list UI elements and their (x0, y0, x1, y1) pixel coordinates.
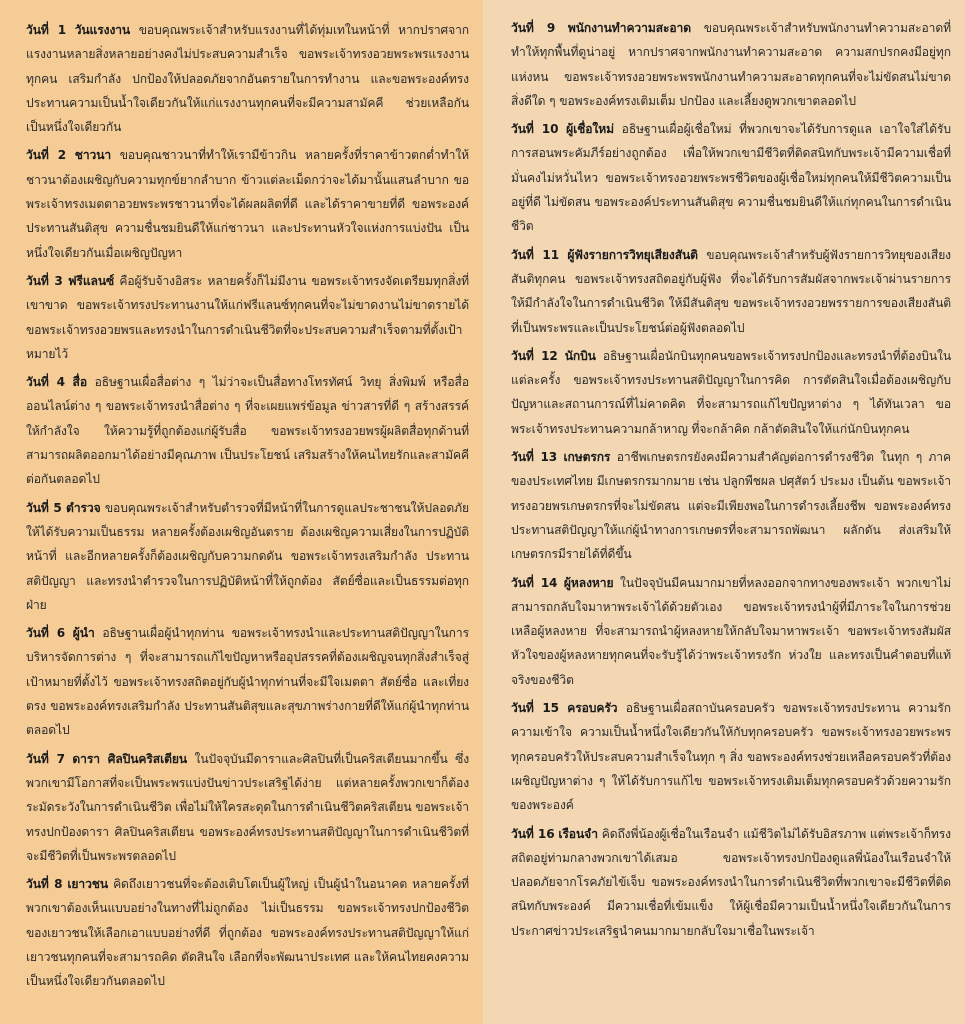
prayer-entry (26, 872, 469, 993)
prayer-entry (26, 143, 469, 264)
entry-text: ขอบคุณพระเจ้าสำหรับตำรวจที่มีหน้าที่ในการดูแลประชาชนให้ปลอดภัย ให้ได้รับความเป็นธรรม หลายครั้งต้องเผชิญอันตราย ต้องเผชิญความเสี่ยงในการปฏิบัติหน้าที่ และอีกหลายครั้งก็ต้องเผชิญกับความกดดัน ขอพระเจ้าทรงเสริมกำลัง ประทานสติปัญญา และทรงนำตำรวจในการปฏิบัติหน้าที่ให้ถูกต้อง สัตย์ซื่อและเป็นธรรมต่อทุกฝ่าย (26, 500, 469, 612)
right-column (483, 0, 965, 1024)
entry-day: วันที่ 5 (26, 500, 62, 515)
entry-day: วันที่ 10 (511, 122, 559, 137)
entry-title: ฟรีแลนซ์ (67, 273, 115, 288)
entry-text: ขอบคุณพระเจ้าสำหรับผู้ฟังรายการวิทยุของเสียงสันติทุกคน ขอพระเจ้าทรงสถิตอยู่กับผู้ฟัง ที่จะได้รับการสัมผัสจากพระเจ้าผ่านรายการ ให้มีกำลังใจในการดำเนินชีวิต ให้มีสันติสุข ขอพระเจ้าทรงอวยพรรายการของเสียงสันติที่เป็นพระพรและเป็นประโยชน์ต่อผู้ฟังตลอดไป (511, 247, 951, 335)
entry-title: ชาวนา (74, 148, 112, 163)
prayer-entry (511, 117, 951, 238)
entry-text: ขอบคุณพระเจ้าสำหรับพนักงานทำความสะอาดที่ทำให้ทุกพื้นที่ดูน่าอยู่ หากปราศจากพนักงานทำความสะอาด ความสกปรกคงมีอยู่ทุกแห่งหน ขอพระเจ้าทรงอวยพระพรพนักงานทำความสะอาดทุกคนที่จะไม่ขัดสนไม่ขาดสิ่งดีใด ๆ ขอพระองค์ทรงเติมเต็ม ปกป้อง และเลี้ยงดูพวกเขาตลอดไป (511, 21, 951, 108)
entry-text: อธิษฐานเผื่อผู้เชื่อใหม่ ที่พวกเขาจะได้รับการดูแล เอาใจใส่ได้รับการสอนพระคัมภีร์อย่างถูกต้อง เพื่อให้พวกเขามีชีวิตที่ติดสนิทกับพระเจ้ามีความเชื่อที่มั่นคงไม่หวั่นไหว ขอพระเจ้าทรงอวยพระพรชีวิตของผู้เชื่อใหม่ทุกคนให้มีชีวิตความเป็นอยู่ที่ดี ไม่ขัดสน ขอพระองค์ประทานสันติสุข ความชื่นชมยินดีให้แก่ทุกคนในการดำเนินชีวิต (511, 122, 952, 234)
prayer-entry (26, 370, 469, 491)
prayer-entry (511, 445, 951, 566)
entry-title: วันแรงงาน (74, 23, 131, 37)
entry-text: อธิษฐานเผื่อสื่อต่าง ๆ ไม่ว่าจะเป็นสื่อทางโทรทัศน์ วิทยุ สิ่งพิมพ์ หรือสื่อออนไลน์ต่าง ๆ ขอพระเจ้าทรงนำสื่อต่าง ๆ ที่จะเผยแพร่ข้อมูล ข่าวสารที่ดี ๆ สร้างสรรค์ ให้กำลังใจ ให้ความรู้ที่ถูกต้องแก่ผู้รับสื่อ ขอพระเจ้าทรงอวยพรผู้ผลิตสื่อทุกด้านที่สามารถผลิตออกมาได้อย่างมีคุณภาพ เป็นประโยชน์ เสริมสร้างให้คนไทยรักและสามัคคีต่อกันตลอดไป (26, 375, 470, 487)
entry-text: ขอบคุณพระเจ้าสำหรับแรงงานที่ได้ทุ่มเทในหน้าที่ หากปราศจากแรงงานหลายสิ่งหลายอย่างคงไม่ประสบความสำเร็จ ขอพระเจ้าทรงอวยพระพรแรงงานทุกคน เสริมกำลัง ปกป้องให้ปลอดภัยจากอันตรายในการทำงาน และขอพระองค์ทรงประทานความเป็นน้ำใจเดียวกันให้แก่แรงงานทุกคนที่จะมีความสามัคคี ช่วยเหลือกัน เป็นหนึ่งใจเดียวกัน (26, 23, 470, 135)
prayer-entry (511, 696, 951, 817)
entry-title: เยาวชน (67, 877, 109, 892)
entry-day: วันที่ 2 (26, 148, 67, 163)
entry-title: เรือนจำ (558, 826, 598, 841)
entry-title: ดารา ศิลปินคริสเตียน (72, 751, 188, 766)
entry-text: ในปัจจุบันมีดาราและศิลปินที่เป็นคริสเตียนมากขึ้น ซึ่งพวกเขามีโอกาสที่จะเป็นพระพรแบ่งปันข่าวประเสริฐได้ง่าย แต่หลายครั้งพวกเขาก็ต้องระมัดระวังในการดำเนินชีวิต เพื่อไม่ให้ใครสะดุดในการดำเนินชีวิตคริสเตียน ขอพระเจ้าทรงปกป้องดารา ศิลปินคริสเตียน ขอพระองค์ทรงประทานสติปัญญาในการดำเนินชีวิตที่จะมีชีวิตที่เป็นพระพรตลอดไป (26, 751, 470, 863)
entry-day: วันที่ 1 (26, 23, 67, 37)
entry-title: พนักงานทำความสะอาด (567, 21, 691, 35)
prayer-entry (511, 571, 951, 692)
entry-day: วันที่ 4 (26, 375, 65, 390)
entry-title: ผู้เชื่อใหม่ (566, 122, 614, 137)
entry-day: วันที่ 8 (26, 877, 63, 892)
prayer-entry (26, 269, 469, 366)
entry-text: อธิษฐานเผื่อผู้นำทุกท่าน ขอพระเจ้าทรงนำและประทานสติปัญญาในการบริหารจัดการต่าง ๆ ที่จะสามารถแก้ไขปัญหาหรืออุปสรรคที่ต้องเผชิญจนทุกสิ่งสำเร็จสู่เป้าหมายที่ตั้งไว้ ขอพระเจ้าทรงสถิตอยู่กับผู้นำทุกท่านที่จะมีใจเมตตา สัตย์ซื่อ และเที่ยงตรง ขอพระองค์ทรงเสริมกำลัง ประทานสันติสุขและสุขภาพร่างกายที่ดีให้แก่ผู้นำทุกท่านตลอดไป (26, 626, 469, 738)
entry-text: ในปัจจุบันมีคนมากมายที่หลงออกจากทางของพระเจ้า พวกเขาไม่สามารถกลับใจมาหาพระเจ้าได้ด้วยตัวเอง ขอพระเจ้าทรงนำผู้ที่มีภาระใจในการช่วยเหลือผู้หลงหาย ที่จะสามารถนำผู้หลงหายให้กลับใจมาหาพระเจ้า ขอพระเจ้าทรงสัมผัสหัวใจของผู้หลงหายทุกคนที่จะรับรู้ได้ว่าพระเจ้าทรงรัก ห่วงใย และทรงเป็นคำตอบที่แท้จริงของชีวิต (511, 575, 951, 687)
prayer-entry (26, 18, 469, 139)
prayer-entry (511, 344, 951, 441)
entry-title: ครอบครัว (567, 701, 618, 716)
prayer-entry (26, 496, 469, 617)
entry-title: ผู้ฟังรายการวิทยุเสียงสันติ (567, 247, 698, 262)
entry-title: สื่อ (72, 375, 87, 390)
prayer-entry (26, 621, 469, 742)
entry-day: วันที่ 11 (511, 247, 560, 262)
prayer-entry (26, 747, 469, 868)
entry-title: ตำรวจ (65, 500, 101, 515)
entry-day: วันที่ 13 (511, 450, 558, 465)
entry-title: เกษตรกร (563, 450, 611, 465)
prayer-entry (511, 822, 951, 943)
entry-text: ขอบคุณชาวนาที่ทำให้เรามีข้าวกิน หลายครั้งที่ราคาข้าวตกต่ำทำให้ชาวนาต้องเผชิญกับความทุกข์ยากลำบาก ข้าวแต่ละเม็ดกว่าจะได้มานั้นแสนลำบาก ขอพระเจ้าทรงเมตตาอวยพระพรชาวนาที่จะได้ผลผลิตที่ดี และได้ราคาขายที่ดี ขอพระองค์ประทานสันติสุข ความชื่นชมยินดีให้แก่ชาวนา และประทานหัวใจแห่งการแบ่งปัน เป็นหนึ่งใจเดียวกันเมื่อเผชิญปัญหา (26, 148, 469, 260)
entry-day: วันที่ 15 (511, 701, 559, 716)
entry-day: วันที่ 6 (26, 626, 66, 641)
entry-day: วันที่ 9 (511, 21, 556, 35)
entry-day: วันที่ 12 (511, 348, 558, 363)
entry-text: อาชีพเกษตรกรยังคงมีความสำคัญต่อการดำรงชีวิต ในทุก ๆ ภาคของประเทศไทย มีเกษตรกรมากมาย เช่น ปลูกพืชผล ปศุสัตว์ ประมง เป็นต้น ขอพระเจ้าทรงอวยพรเกษตรกรที่จะไม่ขัดสน แต่จะมีเพียงพอในการดำรงเลี้ยงชีพ ขอพระองค์ทรงประทานสติปัญญาให้แก่ผู้นำทางการเกษตรที่จะสามารถพัฒนา ผลักดัน ส่งเสริมให้เกษตรกรมีรายได้ที่ดีขึ้น (511, 450, 951, 562)
entry-title: ผู้หลงหาย (563, 575, 614, 590)
entry-day: วันที่ 16 (511, 826, 555, 841)
entry-title: ผู้นำ (72, 626, 95, 641)
entry-text: อธิษฐานเผื่อสถาบันครอบครัว ขอพระเจ้าทรงประทาน ความรักความเข้าใจ ความเป็นน้ำหนึ่งใจเดียวกันให้กับทุกครอบครัว ขอพระเจ้าทรงอวยพระพรทุกครอบครัวให้ประสบความสำเร็จในทุก ๆ สิ่ง ขอพระองค์ทรงช่วยเหลือครอบครัวที่ต้องเผชิญปัญหาต่าง ๆ ให้ได้รับการแก้ไข ขอพระเจ้าทรงเติมเต็มทุกครอบครัวด้วยความรักของพระองค์ (511, 701, 951, 813)
entry-day: วันที่ 7 (26, 751, 65, 766)
entry-text: คิดถึงพี่น้องผู้เชื่อในเรือนจำ แม้ชีวิตไม่ได้รับอิสรภาพ แต่พระเจ้าก็ทรงสถิตอยู่ท่ามกลางพวกเขาได้เสมอ ขอพระเจ้าทรงปกป้องดูแลพี่น้องในเรือนจำให้ปลอดภัยจากโรคภัยไข้เจ็บ ขอพระองค์ทรงนำในการดำเนินชีวิตที่พวกเขาจะมีชีวิตที่ติดสนิทกับพระองค์ มีความเชื่อที่เข้มแข็ง ให้ผู้เชื่อมีความเป็นน้ำหนึ่งใจเดียวกันในการประกาศข่าวประเสริฐนำคนมากมายกลับใจมาเชื่อในพระเจ้า (511, 826, 951, 938)
prayer-entry (511, 243, 951, 340)
entry-text: อธิษฐานเผื่อนักบินทุกคนขอพระเจ้าทรงปกป้องและทรงนำที่ต้องบินในแต่ละครั้ง ขอพระเจ้าทรงประทานสติปัญญาในการคิด การตัดสินใจเมื่อต้องเผชิญกับปัญหาและสถานการณ์ที่ไม่คาดคิด ที่จะสามารถแก้ไขปัญหาต่าง ๆ ได้ทันเวลา ขอพระเจ้าทรงประทานความกล้าหาญ ที่จะกล้าคิด กล้าตัดสินใจให้แก่นักบินทุกคน (511, 348, 951, 436)
entry-title: นักบิน (564, 348, 596, 363)
entry-day: วันที่ 14 (511, 575, 558, 590)
prayer-entry (511, 16, 951, 113)
entry-day: วันที่ 3 (26, 273, 63, 288)
entry-text: คิดถึงเยาวชนที่จะต้องเติบโตเป็นผู้ใหญ่ เป็นผู้นำในอนาคต หลายครั้งที่พวกเขาต้องเห็นแบบอย่างในทางที่ไม่ถูกต้อง ไม่เป็นธรรม ขอพระเจ้าทรงปกป้องชีวิตของเยาวชนให้เลือกเอาแบบอย่างที่ดี ที่ถูกต้อง ขอพระองค์ทรงประทานสติปัญญาให้แก่เยาวชนทุกคนที่จะสามารถคิด ตัดสินใจ เลือกที่จะพัฒนาประเทศ และให้คนไทยคงความเป็นหนึ่งใจเดียวกันตลอดไป (26, 877, 469, 989)
entry-text: คือผู้รับจ้างอิสระ หลายครั้งก็ไม่มีงาน ขอพระเจ้าทรงจัดเตรียมทุกสิ่งที่เขาขาด ขอพระเจ้าทรงประทานงานให้แก่ฟรีแลนซ์ทุกคนที่จะไม่ขาดงานไม่ขาดรายได้ ขอพระเจ้าทรงอวยพรและทรงนำในการดำเนินชีวิตที่จะประสบความสำเร็จตามที่ตั้งเป้าหมายไว้ (26, 273, 470, 361)
